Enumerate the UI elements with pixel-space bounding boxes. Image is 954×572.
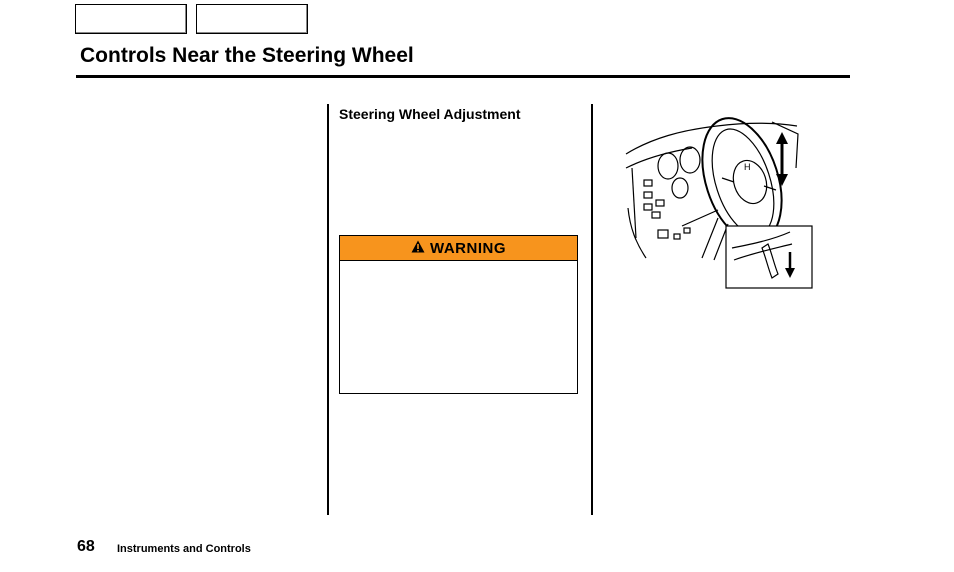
page-title: Controls Near the Steering Wheel bbox=[80, 44, 414, 67]
emblem-text: H bbox=[744, 162, 751, 172]
nav-prev-button[interactable] bbox=[75, 4, 187, 34]
page-number: 68 bbox=[77, 538, 95, 555]
footer-section-name: Instruments and Controls bbox=[117, 543, 251, 555]
column-divider-right bbox=[591, 104, 593, 515]
column-divider-left bbox=[327, 104, 329, 515]
section-heading: Steering Wheel Adjustment bbox=[339, 106, 521, 122]
title-divider bbox=[76, 75, 850, 78]
warning-box bbox=[339, 235, 578, 394]
warning-triangle-icon bbox=[411, 240, 425, 257]
warning-label: WARNING bbox=[430, 239, 506, 257]
nav-next-button[interactable] bbox=[196, 4, 308, 34]
steering-wheel-illustration bbox=[622, 108, 814, 290]
warning-header bbox=[340, 236, 577, 261]
